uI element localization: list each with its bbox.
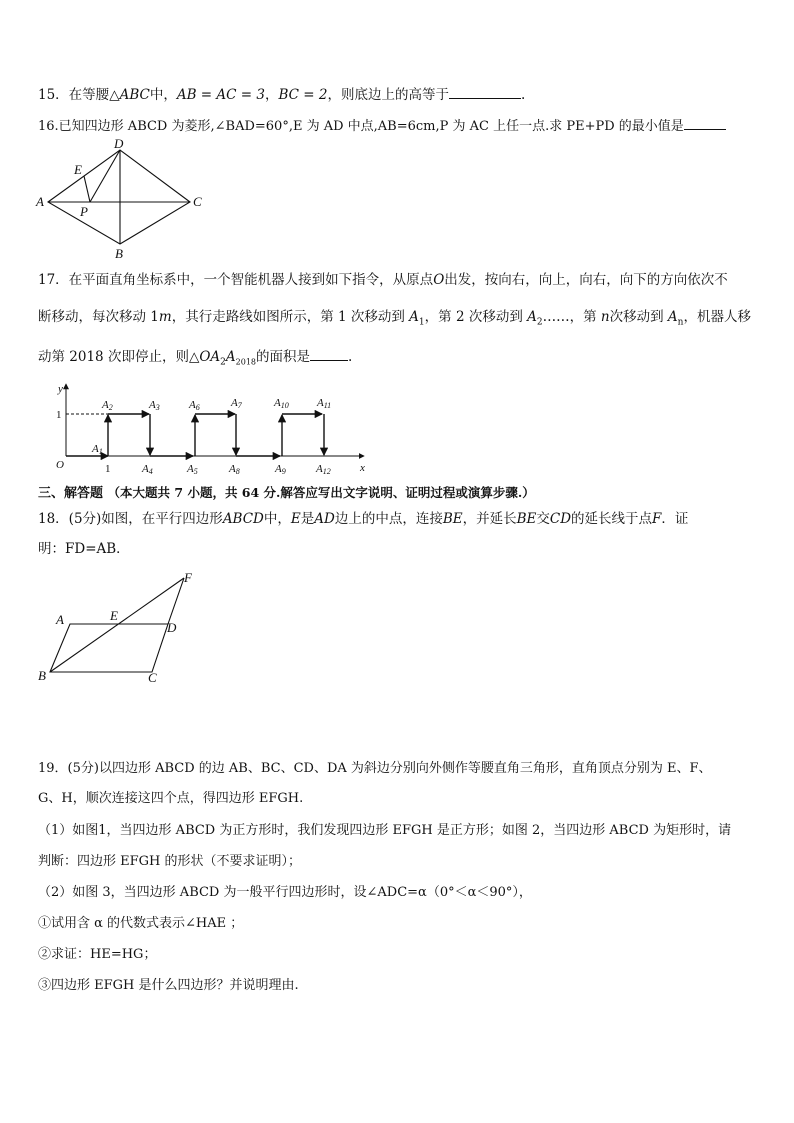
q18-line1d: 边上的中点，连接	[334, 511, 443, 527]
label-c: C	[148, 670, 157, 685]
q15-prefix: 15．在等腰	[38, 87, 110, 103]
q17-line1	[38, 271, 728, 289]
q17-line3a: 动第 2018 次即停止，则	[38, 349, 189, 365]
q17-line2e: 次移动到	[609, 309, 664, 325]
q15-end: .	[520, 87, 526, 103]
rhombus-outline	[48, 150, 190, 244]
y-tick-1: 1	[56, 409, 62, 421]
q15-eq1: AB = AC = 3	[176, 87, 265, 103]
q18-line1c: 是	[300, 511, 315, 527]
q17-line3b: 的面积是	[256, 349, 310, 365]
q15-sep: ，	[264, 87, 279, 103]
q19-line4	[38, 853, 301, 871]
q17-unit: m	[158, 309, 172, 325]
label-a8: A8	[229, 463, 240, 476]
q16-text	[38, 115, 726, 136]
label-a2: A2	[102, 399, 113, 412]
q19-line6-text: ①试用含 α 的代数式表示∠HAE ；	[38, 916, 244, 931]
q19-line8-text: ③四边形 EFGH 是什么四边形？并说明理由.	[38, 978, 299, 993]
label-a4: A4	[142, 463, 153, 476]
label-d: D	[167, 620, 177, 635]
label-a9: A9	[275, 463, 286, 476]
q19-line6	[38, 915, 243, 933]
origin-label: O	[56, 459, 64, 471]
q15-answer-blank[interactable]	[449, 84, 521, 99]
segment-df	[168, 578, 184, 624]
q17-robot-path-figure	[36, 376, 376, 476]
q17-an-sub: n	[677, 317, 684, 328]
q18-line1b: 中，	[263, 511, 291, 527]
q18-be2: BE	[516, 511, 537, 527]
label-d: D	[114, 138, 124, 151]
q18-line1e: ，并延长	[462, 511, 517, 527]
q18-ad: AD	[314, 511, 335, 527]
q17-a2: A	[527, 309, 537, 325]
q17-a1-sub: 1	[418, 317, 425, 328]
label-a: A	[56, 612, 64, 627]
label-b: B	[115, 246, 123, 261]
q19-line1-text: 19．(5分)以四边形 ABCD 的边 AB、BC、CD、DA 为斜边分别向外侧作等腰直角三角形，直角顶点分别为 E、F、	[38, 761, 712, 776]
q19-line5-text: （2）如图 3，当四边形 ABCD 为一般平行四边形时，设∠ADC=α（0°＜α＜90°），	[38, 885, 532, 900]
q17-a1: A	[409, 309, 419, 325]
q18-line1g: 的延长线于点	[571, 511, 653, 527]
q17-line3c: .	[348, 349, 353, 365]
axis-x-label: x	[360, 462, 365, 474]
q18-cd: CD	[549, 511, 572, 527]
q17-line1a: 17．在平面直角坐标系中，一个智能机器人接到如下指令，从原点	[38, 272, 434, 288]
section3-note: （本大题共 7 小题，共 64 分.解答应写出文字说明、证明过程或演算步骤.）	[107, 485, 535, 500]
q17-an: A	[667, 309, 678, 325]
x-tick-1: 1	[105, 463, 111, 475]
q16-question: 16.已知四边形 ABCD 为菱形,∠BAD=60°,E 为 AD 中点,AB=6cm,P 为 AC 上任一点.求 PE+PD 的最小值是	[38, 119, 684, 134]
label-b: B	[38, 668, 46, 683]
q17-tri-a: A	[225, 349, 236, 365]
label-c: C	[193, 194, 202, 209]
q19-line4-text: 判断：四边形 EFGH 的形状（不要求证明）；	[38, 854, 301, 869]
label-e: E	[110, 608, 118, 623]
segment-ep	[84, 176, 90, 202]
label-a6: A6	[189, 399, 200, 412]
label-f: F	[184, 570, 192, 585]
q17-line2c: ，第 2 次移动到	[424, 309, 523, 325]
q19-line3-text: （1）如图1，当四边形 ABCD 为正方形时，我们发现四边形 EFGH 是正方形；如图 2，当四边形 ABCD 为矩形时，请	[38, 823, 732, 838]
q18-line1a: 18．(5分)如图，在平行四边形	[38, 511, 223, 527]
q18-line1f: 交	[536, 511, 550, 527]
q19-line5	[38, 884, 532, 902]
label-a1: A1	[92, 443, 103, 456]
q19-line7-text: ②求证：HE=HG；	[38, 947, 157, 962]
q19-line2	[38, 790, 303, 808]
q17-origin: O	[433, 272, 445, 288]
label-a3: A3	[149, 399, 160, 412]
section3-heading	[38, 484, 535, 503]
q15-text	[38, 84, 525, 104]
label-a5: A5	[187, 463, 198, 476]
q18-parallelogram-figure	[34, 566, 204, 690]
q17-line2d: ……，第	[542, 309, 597, 325]
q19-line2-text: G、H，顺次连接这四个点，得四边形 EFGH.	[38, 791, 304, 806]
q17-line3	[38, 346, 352, 372]
q18-line2	[38, 540, 130, 558]
q18-f: F	[652, 511, 662, 527]
label-p: P	[80, 204, 88, 219]
q18-line1h: ．证	[661, 511, 689, 527]
q19-line3	[38, 822, 731, 840]
segment-pd	[90, 150, 120, 202]
q17-line1b: 出发，按向右，向上，向右，向下的方向依次不	[444, 272, 728, 288]
q17-a2-sub: 2	[536, 317, 543, 328]
section3-title: 三、解答题	[38, 486, 104, 501]
q19-line7	[38, 946, 156, 964]
q17-tri-sub1: 2	[220, 357, 226, 368]
q15-tail: ，则底边上的高等于	[327, 87, 449, 103]
q18-be: BE	[442, 511, 463, 527]
q15-eq2: BC = 2	[278, 87, 328, 103]
q17-answer-blank[interactable]	[310, 346, 348, 361]
label-e: E	[74, 162, 82, 177]
q18-line1	[38, 510, 688, 528]
axis-y-label: y	[58, 383, 63, 395]
q17-line2a: 断移动，每次移动 1	[38, 309, 159, 325]
q17-triangle: △OA	[188, 349, 221, 365]
q18-e: E	[290, 511, 301, 527]
q17-line2f: ，机器人移	[683, 309, 751, 325]
q18-abcd: ABCD	[222, 511, 264, 527]
q15-triangle: △ABC	[109, 87, 150, 103]
q16-rhombus-figure	[34, 138, 214, 262]
label-a7: A7	[231, 397, 242, 410]
q19-line1	[38, 760, 712, 778]
q15-mid: 中，	[149, 87, 177, 103]
label-a11: A11	[317, 397, 332, 410]
label-a: A	[36, 194, 44, 209]
label-a12: A12	[316, 463, 331, 476]
q17-line2	[38, 308, 751, 332]
label-a10: A10	[274, 397, 289, 410]
q17-n: n	[600, 309, 610, 325]
q16-answer-blank[interactable]	[684, 115, 726, 130]
q17-line2b: ，其行走路线如图所示，第 1 次移动到	[171, 309, 405, 325]
q19-line8	[38, 977, 299, 995]
q17-tri-sub2: 2018	[235, 357, 256, 367]
q18-line2-text: 明：FD=AB．	[38, 541, 130, 557]
